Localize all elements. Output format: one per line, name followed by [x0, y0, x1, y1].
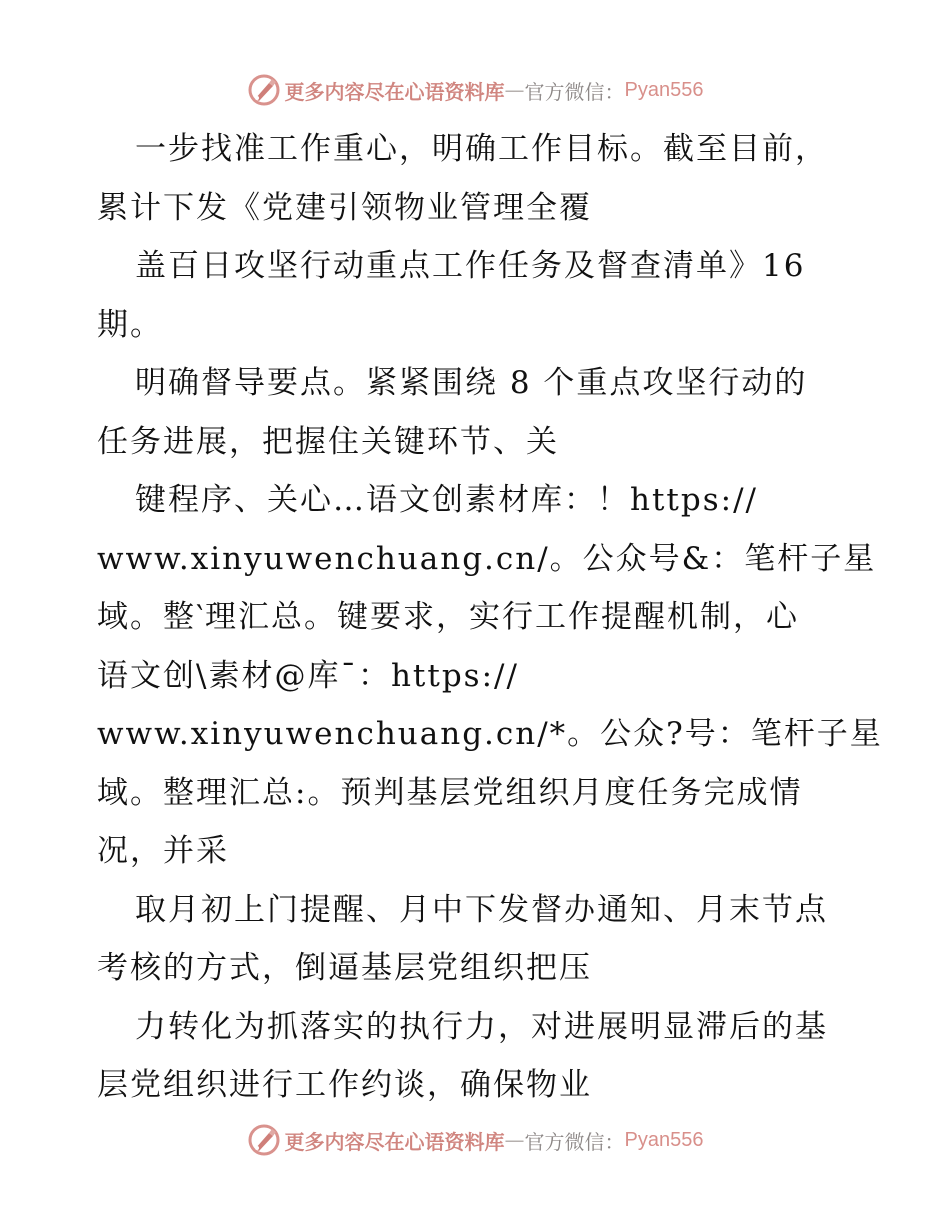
body-line: 况，并采: [97, 833, 229, 869]
body-line: www.xinyuwenchuang.cn/。公众号&：笔杆子星: [97, 540, 877, 577]
banner-dash: —: [504, 78, 525, 102]
body-line: 取月初上门提醒、月中下发督办通知、月末节点: [135, 891, 828, 928]
body-line: 累计下发《党建引领物业管理全覆: [97, 189, 592, 226]
banner-wechat-id: Pyan556: [624, 78, 704, 101]
body-line: 任务进展，把握住关键环节、关: [97, 423, 559, 460]
body-line: 层党组织进行工作约谈，确保物业: [97, 1067, 592, 1103]
body-line: 期。: [97, 306, 163, 343]
banner-dash: —: [504, 1128, 525, 1152]
document-body: [97, 120, 887, 1115]
body-line: 键程序、关心…语文创素材库：！https://: [135, 482, 758, 518]
header-banner: [0, 70, 950, 110]
banner-wechat-id: Pyan556: [624, 1128, 704, 1151]
body-line: www.xinyuwenchuang.cn/*。公众?号：笔杆子星: [97, 716, 883, 752]
body-line: 考核的方式，倒逼基层党组织把压: [97, 950, 592, 986]
banner-main-text: 更多内容尽在心语资料库: [284, 1129, 505, 1154]
body-line: 明确督导要点。紧紧围绕 8 个重点攻坚行动的: [135, 365, 808, 401]
banner-wechat-label: 官方微信：: [524, 79, 625, 104]
body-line: 域。整‵理汇总。键要求，实行工作提醒机制，心: [97, 599, 800, 635]
banner-main-text: 更多内容尽在心语资料库: [284, 79, 505, 104]
footer-banner: [0, 1120, 950, 1160]
pen-logo-icon: [247, 1123, 281, 1157]
body-line: 一步找准工作重心，明确工作目标。截至目前，: [135, 131, 828, 167]
body-line: 域。整理汇总:。预判基层党组织月度任务完成情: [97, 774, 803, 811]
body-line: 盖百日攻坚行动重点工作任务及督查清单》16: [135, 248, 806, 284]
pen-logo-icon: [247, 73, 281, 107]
body-line: 力转化为抓落实的执行力，对进展明显滞后的基: [135, 1008, 828, 1045]
banner-wechat-label: 官方微信：: [524, 1129, 625, 1154]
body-line: 语文创\素材@库¯：https://: [97, 657, 519, 694]
